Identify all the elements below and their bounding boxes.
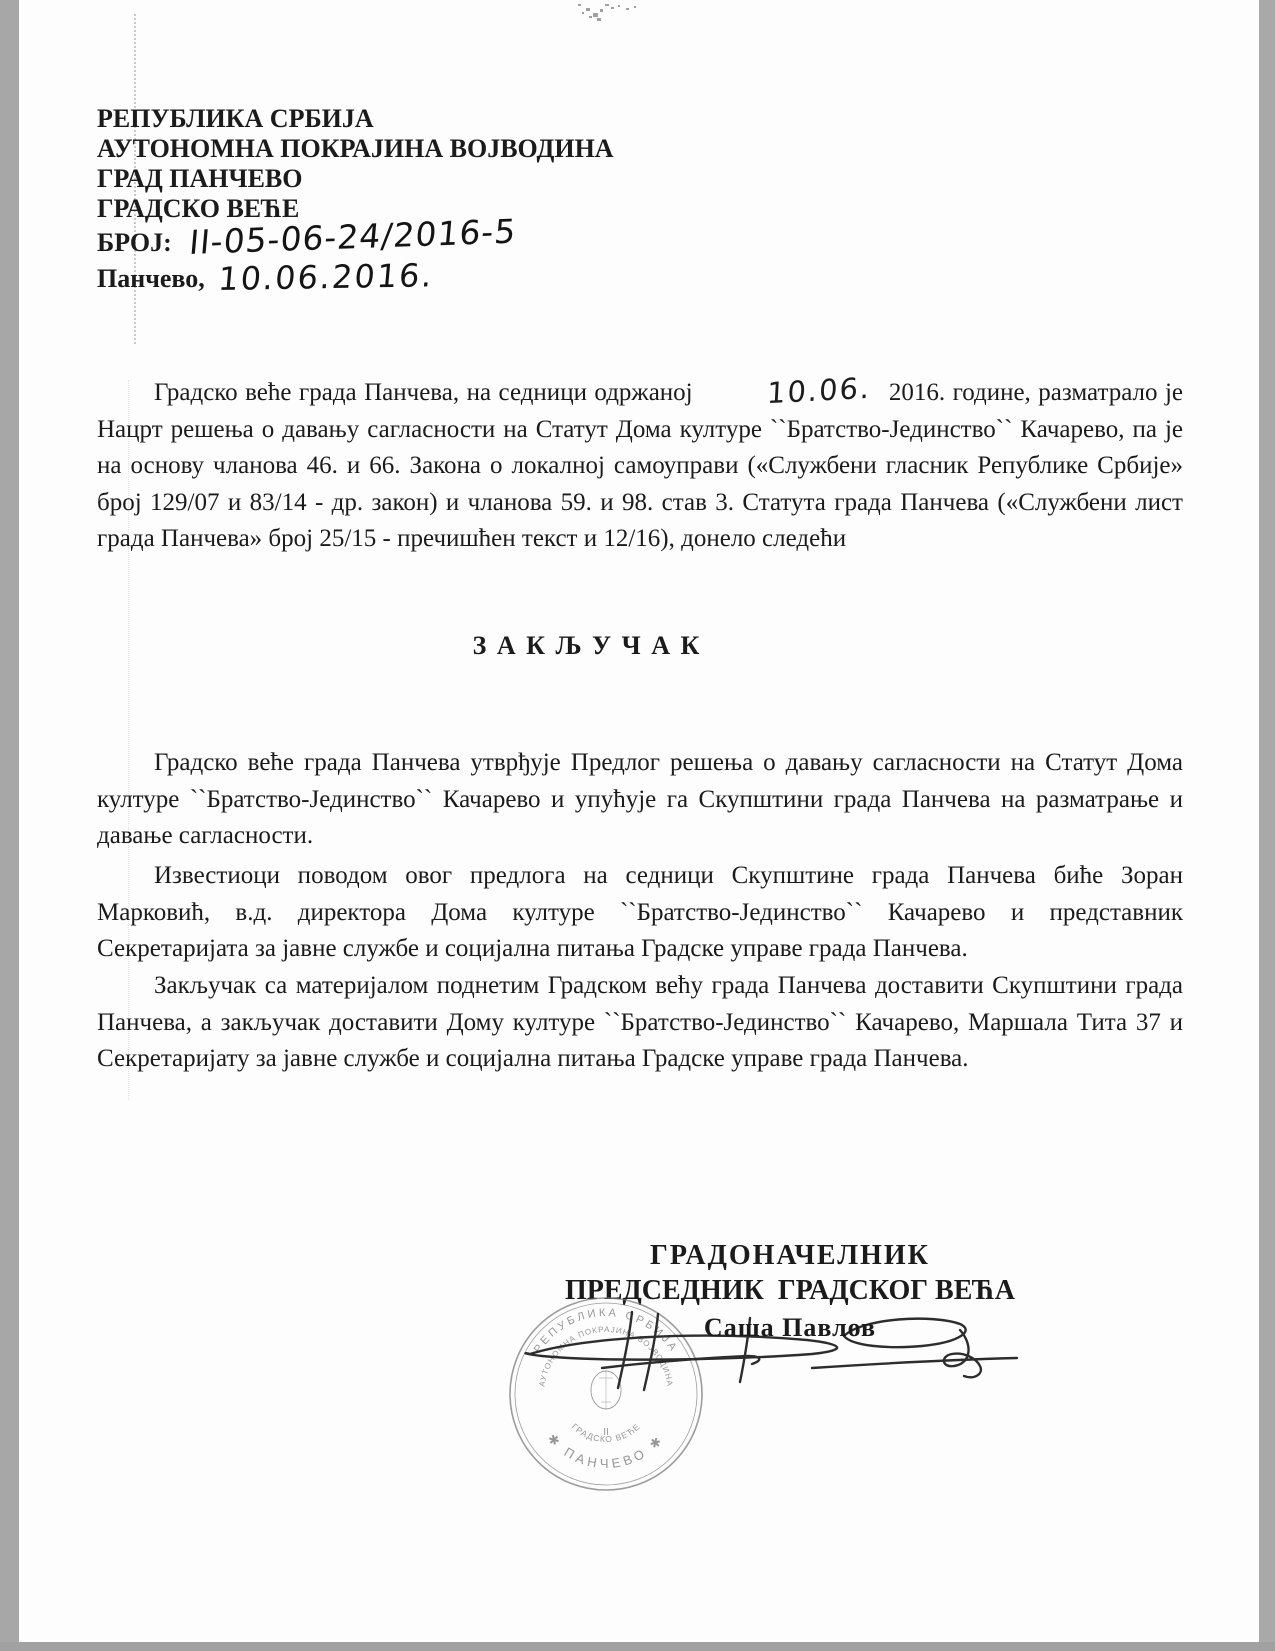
paragraph-intro	[97, 370, 1184, 558]
scan-edge-bottom	[0, 1642, 1275, 1651]
letterhead-country: РЕПУБЛИКА СРБИЈА	[97, 104, 374, 133]
scan-edge-right	[1259, 0, 1275, 1651]
stamp-middle-ring-text: АУТОНОМНА ПОКРАЈИНА ВОЈВОДИНА	[537, 1324, 675, 1388]
paragraph-rapporteurs: Известиоци поводом овог предлога на седници Скупштине града Панчева биће Зоран Марковић, в.д. директора Дома културе ``Братство-Јединство`` Качарево и представник Секретаријата за јавне службе и социјална питања Градске управе града Панчева.	[97, 862, 1183, 962]
stamp-center-numeral: II	[603, 1427, 609, 1438]
heading-zakljucak: З А К Љ У Ч А К	[472, 631, 702, 660]
document-number-label: БРОЈ:	[97, 228, 172, 257]
paragraph-distribution: Закључак са материјалом поднетим Градском већу града Панчева доставити Скупштини града Панчева, а закључак доставити Дому културе ``Братство-Јединство`` Качарево, Маршала Тита 37 и Секретаријату за јавне службе и социјална питања Градске управе града Панчева.	[97, 972, 1183, 1072]
place-label: Панчево,	[97, 264, 205, 293]
signature-title-president: ПРЕДСЕДНИК ГРАДСКОГ ВЕЋА	[564, 1275, 1016, 1306]
signature-title-mayor: ГРАДОНАЧЕЛНИК	[650, 1240, 930, 1271]
document-number-handwritten: II-05-06-24/2016-5	[187, 211, 518, 263]
signer-name: Саша Павлов	[703, 1313, 877, 1342]
letterhead	[97, 104, 614, 299]
letterhead-body: ГРАДСКО ВЕЋЕ	[97, 194, 300, 223]
intro-text-before-date: Градско веће града Панчева, на седници одржаној	[154, 379, 693, 406]
signature-scrawl	[512, 1302, 1022, 1417]
stamp-bottom-ring-text: ✱ ПАНЧЕВО ✱	[544, 1430, 668, 1472]
date-handwritten: 10.06.2016.	[216, 256, 436, 299]
letterhead-province: АУТОНОМНА ПОКРАЈИНА ВОЈВОДИНА	[97, 134, 614, 163]
intro-handwritten-date: 10.06.	[766, 370, 873, 411]
letterhead-city: ГРАД ПАНЧЕВО	[97, 164, 303, 193]
paragraph-decision: Градско веће града Панчева утврђује Предлог решења о давању сагласности на Статут Дома културе ``Братство-Јединство`` Качарево и упућује га Скупштини града Панчева на разматрање и давање сагласности.	[97, 749, 1183, 849]
scan-smudge	[548, 0, 658, 34]
place-date-row	[97, 256, 614, 299]
stamp-inner-arc-text: ГРАДСКО ВЕЋЕ	[569, 1421, 643, 1445]
intro-text-after-date: 2016. године, разматрало је Нацрт решења о давању сагласности на Статут Дома културе ``Братство-Јединство`` Качарево, па је на основу чланова 46. и 66. Закона о локалној самоуправи («Службени гласник Републике Србије» број 129/07 и 83/14 - др. закон) и чланова 59. и 98. став 3. Статута града Панчева («Службени лист града Панчева» број 25/15 - пречишћен текст и 12/16), донело следећи	[97, 379, 1184, 552]
document-number-row	[97, 211, 614, 263]
scan-edge-left	[0, 0, 19, 1651]
stamp-outer-ring-text: РЕПУБЛИКА СРБИЈА	[531, 1306, 681, 1356]
